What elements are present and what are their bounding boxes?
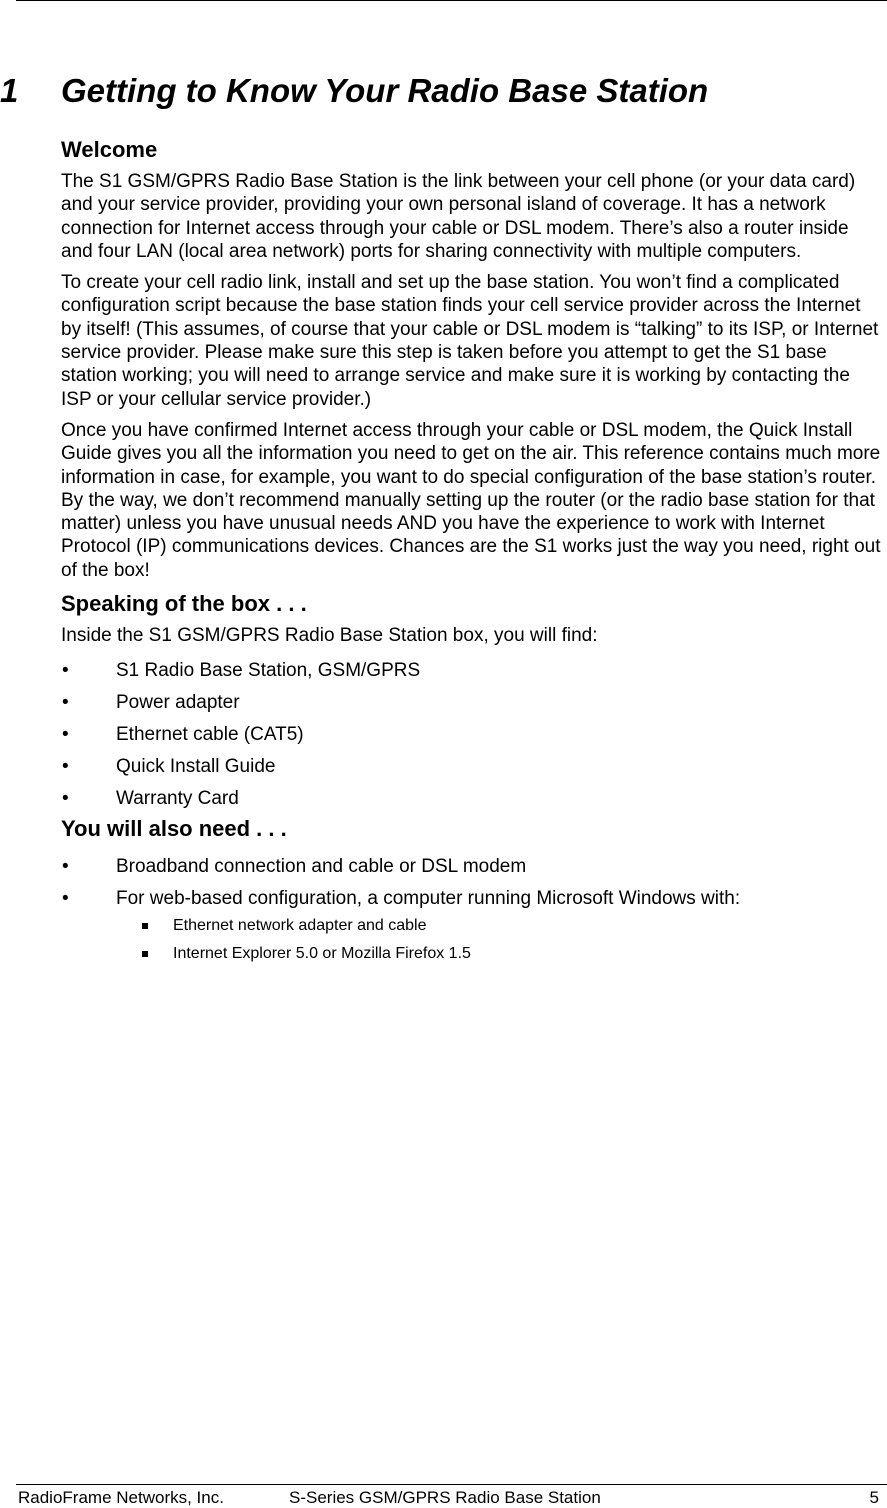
sub-list-item xyxy=(116,916,883,936)
sub-list-item-text: Ethernet network adapter and cable xyxy=(173,917,427,935)
bullet-icon: • xyxy=(62,660,69,682)
chapter-number: 1 xyxy=(0,72,19,109)
box-intro: Inside the S1 GSM/GPRS Radio Base Station box, you will find: xyxy=(61,625,598,647)
welcome-paragraph-2: To create your cell radio link, install and set up the base station. You won’t find a complicated configuration script because the base station finds your cell service provider across the Internet by itself! (This assumes, of course that your cable or DSL modem is “talking” to its ISP, or Internet service provider. Please make sure this step is taken before you attempt to get the S1 base station working; you will need to arrange service and make sure it is working by contacting the ISP or your cellular service provider.) xyxy=(61,272,879,410)
list-item-text: Power adapter xyxy=(116,692,240,714)
bullet-icon: • xyxy=(62,756,69,778)
requirements-list xyxy=(61,855,883,964)
list-item-text: Broadband connection and cable or DSL modem xyxy=(116,856,527,878)
footer-company: RadioFrame Networks, Inc. xyxy=(18,1488,224,1507)
list-item xyxy=(61,659,883,682)
need-heading: You will also need . . . xyxy=(61,816,287,842)
sub-list-item-text: Internet Explorer 5.0 or Mozilla Firefox 1.5 xyxy=(173,945,471,963)
square-bullet-icon xyxy=(142,951,148,957)
list-item xyxy=(61,755,883,778)
square-bullet-icon xyxy=(142,923,148,929)
footer-product: S-Series GSM/GPRS Radio Base Station xyxy=(289,1488,601,1507)
computer-requirements-sublist xyxy=(116,916,883,964)
page-body xyxy=(61,136,883,973)
bullet-icon: • xyxy=(62,856,69,878)
page-number: 5 xyxy=(869,1488,879,1507)
box-contents-list xyxy=(61,659,883,810)
list-item-text: Ethernet cable (CAT5) xyxy=(116,724,304,746)
bullet-icon: • xyxy=(62,724,69,746)
welcome-paragraph-1: The S1 GSM/GPRS Radio Base Station is the link between your cell phone (or your data card) and your service provider, providing your own personal island of coverage. It has a network connection for Internet access through your cable or DSL modem. There’s also a router inside and four LAN (local area network) ports for sharing connectivity with multiple computers. xyxy=(61,171,856,262)
chapter-heading xyxy=(0,70,708,112)
list-item xyxy=(61,723,883,746)
box-heading: Speaking of the box . . . xyxy=(61,591,307,617)
bullet-icon: • xyxy=(62,888,69,910)
sub-list-item xyxy=(116,944,883,964)
list-item-text: For web-based configuration, a computer running Microsoft Windows with: xyxy=(116,888,741,910)
list-item-text: Warranty Card xyxy=(116,788,239,810)
welcome-paragraph-3: Once you have confirmed Internet access through your cable or DSL modem, the Quick Install Guide gives you all the information you need to get on the air. This reference contains much more information in case, for example, you want to do special configuration of the base station’s router. By the way, we don’t recommend manually setting up the router (or the radio base station for that matter) unless you have unusual needs AND you have the experience to work with Internet Protocol (IP) communications devices. Chances are the S1 works just the way you need, right out of the box! xyxy=(61,419,881,581)
bullet-icon: • xyxy=(62,692,69,714)
list-item xyxy=(61,855,883,878)
list-item-text: Quick Install Guide xyxy=(116,756,276,778)
list-item xyxy=(61,787,883,810)
welcome-heading: Welcome xyxy=(61,137,158,162)
list-item xyxy=(61,691,883,714)
footer-rule xyxy=(16,1484,887,1485)
header-rule xyxy=(16,0,887,1)
list-item-text: S1 Radio Base Station, GSM/GPRS xyxy=(116,660,421,682)
chapter-title: Getting to Know Your Radio Base Station xyxy=(61,72,709,109)
bullet-icon: • xyxy=(62,788,69,810)
list-item xyxy=(61,887,883,964)
